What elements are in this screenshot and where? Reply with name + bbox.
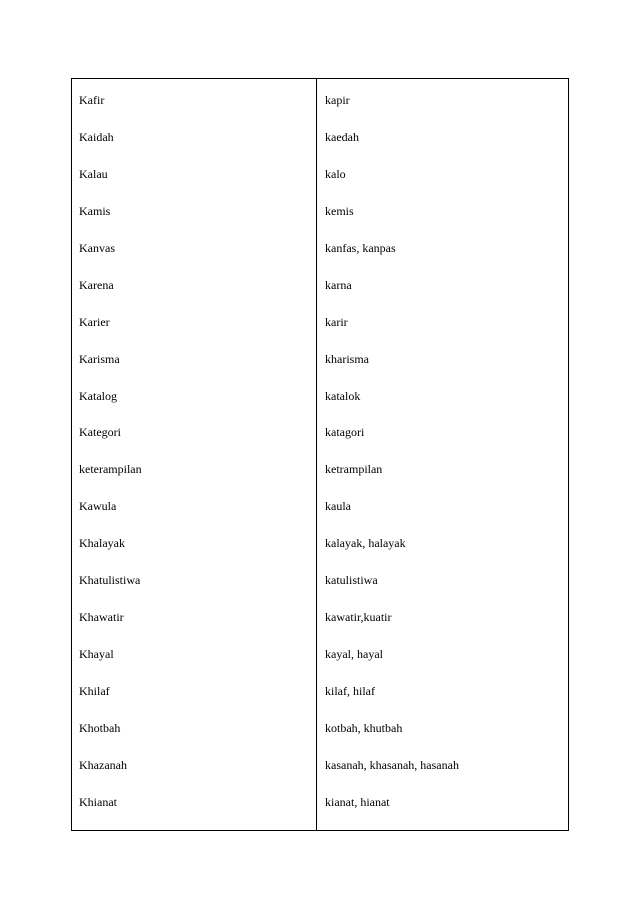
- standard-word: Karisma: [79, 351, 120, 366]
- standard-word: Kalau: [79, 166, 108, 181]
- nonstandard-words-column: [317, 79, 569, 831]
- nonstandard-word: kilaf, hilaf: [325, 684, 375, 698]
- standard-words-column: [72, 79, 317, 831]
- nonstandard-word: katulistiwa: [325, 573, 378, 588]
- nonstandard-word: karna: [325, 277, 352, 292]
- standard-word: Kafir: [79, 93, 105, 107]
- nonstandard-word: kanfas, kanpas: [325, 240, 396, 255]
- standard-word: Khilaf: [79, 684, 110, 698]
- nonstandard-word: kaula: [325, 499, 351, 514]
- standard-word: Kawula: [79, 499, 117, 514]
- nonstandard-word: karir: [325, 314, 348, 329]
- nonstandard-word: kharisma: [325, 351, 369, 366]
- nonstandard-word: kianat, hianat: [325, 794, 390, 809]
- standard-word: Khalayak: [79, 536, 125, 551]
- nonstandard-word: kotbah, khutbah: [325, 720, 403, 735]
- standard-word: Khianat: [79, 794, 117, 809]
- nonstandard-word: kapir: [325, 93, 350, 107]
- standard-word: Khawatir: [79, 610, 124, 625]
- nonstandard-word: katagori: [325, 425, 365, 440]
- nonstandard-word: kawatir,kuatir: [325, 610, 392, 625]
- nonstandard-word: kaedah: [325, 129, 359, 144]
- standard-word: keterampilan: [79, 462, 142, 477]
- standard-word: Katalog: [79, 388, 117, 403]
- standard-word: Khatulistiwa: [79, 573, 141, 588]
- nonstandard-word: kayal, hayal: [325, 647, 383, 662]
- nonstandard-word: kasanah, khasanah, hasanah: [325, 757, 459, 772]
- standard-word: Karier: [79, 314, 110, 329]
- word-comparison-table: [71, 78, 569, 831]
- standard-words-list: [72, 79, 316, 830]
- standard-word: Kamis: [79, 203, 111, 218]
- nonstandard-word: katalok: [325, 388, 361, 403]
- nonstandard-word: kemis: [325, 203, 354, 218]
- standard-word: Khayal: [79, 647, 114, 662]
- standard-word: Khazanah: [79, 757, 127, 772]
- nonstandard-word: kalo: [325, 166, 346, 181]
- nonstandard-word: kalayak, halayak: [325, 536, 406, 551]
- nonstandard-words-list: [317, 79, 568, 830]
- standard-word: Kaidah: [79, 129, 114, 144]
- table-row: [72, 79, 569, 831]
- standard-word: Karena: [79, 277, 114, 292]
- standard-word: Khotbah: [79, 720, 121, 735]
- standard-word: Kanvas: [79, 240, 115, 255]
- nonstandard-word: ketrampilan: [325, 462, 383, 477]
- standard-word: Kategori: [79, 425, 121, 440]
